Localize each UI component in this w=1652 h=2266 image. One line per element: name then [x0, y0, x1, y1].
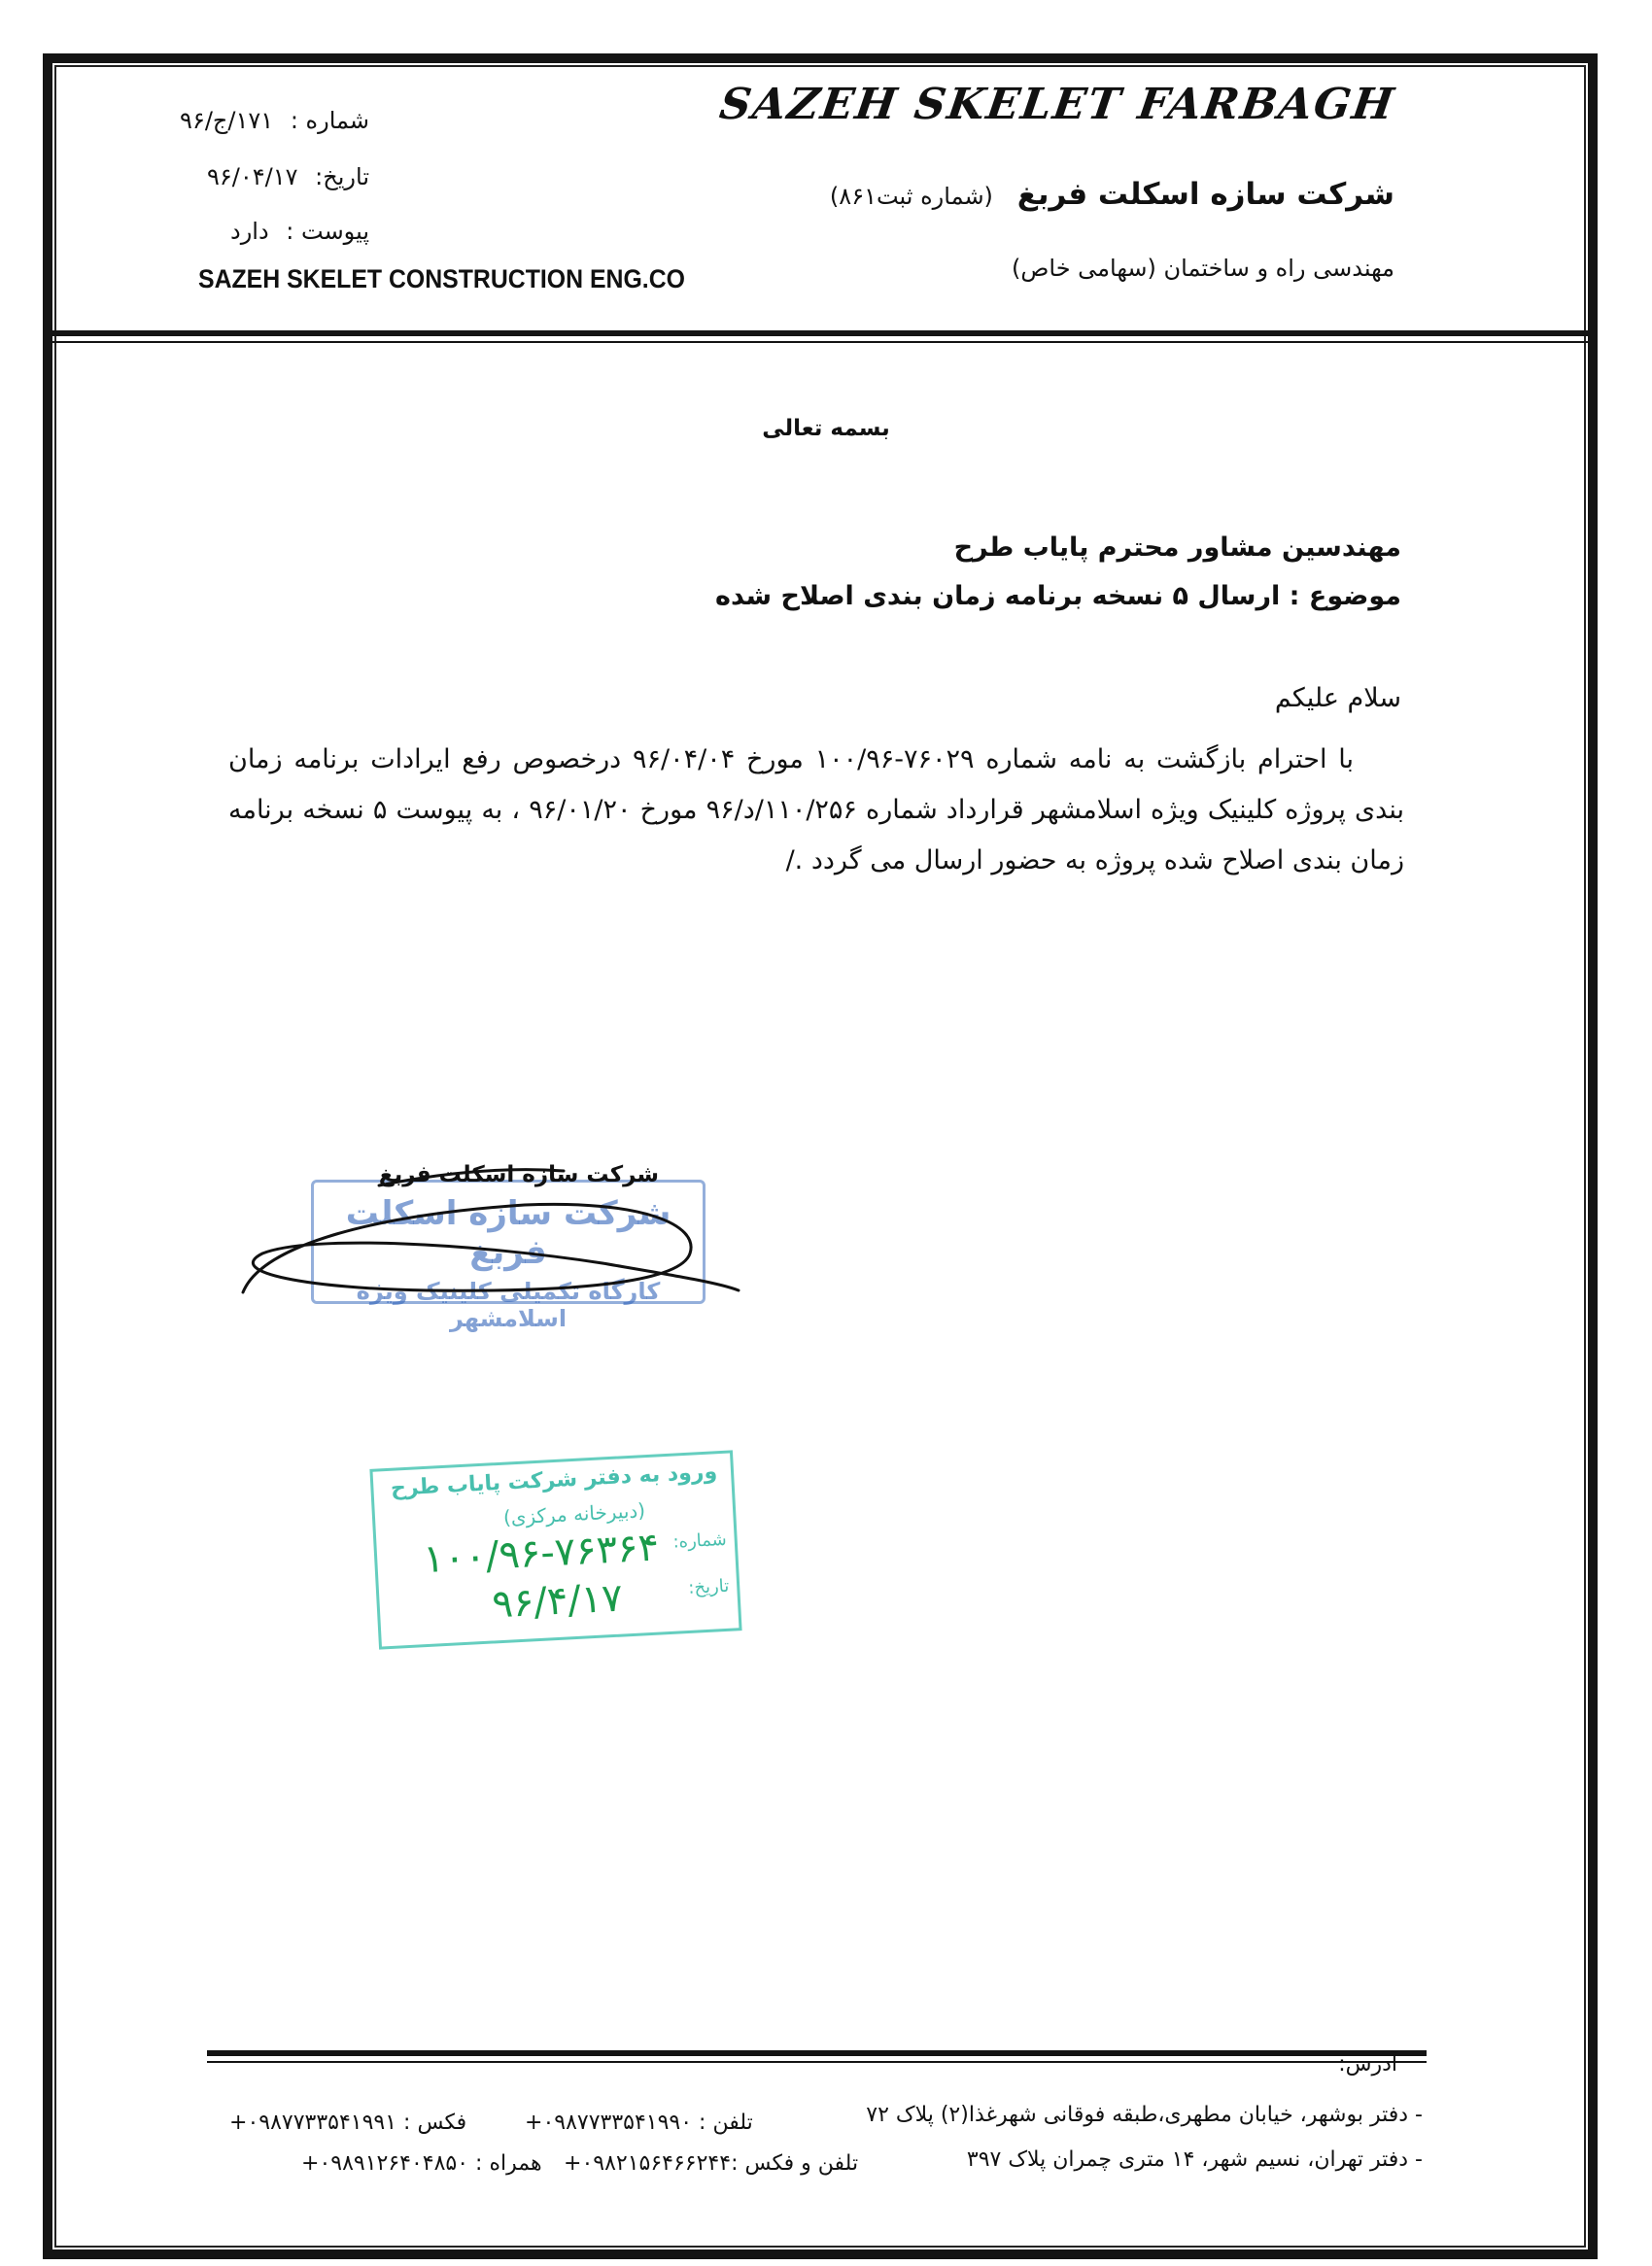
letter-body: [228, 735, 1404, 886]
company-stamp-line1: شرکت سازه اسکلت فربغ: [345, 1194, 671, 1272]
letter-attachment: [175, 218, 369, 245]
subject-line: موضوع : ارسال ۵ نسخه برنامه زمان بندی اصلاح شده: [715, 581, 1401, 611]
attachment-value: دارد: [230, 218, 269, 245]
receipt-number-value: ۱۰۰/۹۶-۷۶۳۶۴: [422, 1525, 661, 1583]
mobile-tehran: همراه : ۰۹۸۹۱۲۶۴۰۴۸۵۰+: [301, 2151, 542, 2176]
letter-number-value: ۱۷۱/ج/۹۶: [180, 107, 274, 134]
letter-number: [175, 107, 369, 134]
letter-number-label: شماره :: [290, 107, 369, 134]
company-name-persian: [830, 177, 1394, 212]
addressee: مهندسین مشاور محترم پایاب طرح: [953, 532, 1401, 563]
receipt-date-label: تاریخ:: [687, 1575, 730, 1598]
registration-number: (شماره ثبت۸۶۱): [829, 183, 993, 210]
header-divider-thin: [52, 341, 1588, 343]
signature-company-name: شرکت سازه اسکلت فربغ: [378, 1162, 659, 1187]
basmala-heading: بسمه تعالی: [762, 416, 890, 441]
phone-fax-tehran: تلفن و فکس :۰۹۸۲۱۵۶۴۶۶۲۴۴+: [564, 2151, 859, 2176]
company-tagline: مهندسی راه و ساختمان (سهامی خاص): [1012, 255, 1394, 282]
letter-date-label: تاریخ:: [315, 163, 369, 190]
receipt-stamp: [369, 1450, 741, 1649]
greeting: سلام علیکم: [1274, 683, 1401, 713]
receipt-number-label: شماره:: [672, 1528, 728, 1553]
fax-bushehr: فکس : ۰۹۸۷۷۳۳۵۴۱۹۹۱+: [229, 2111, 467, 2135]
attachment-label: پیوست :: [286, 218, 369, 245]
address-tehran: - دفتر تهران، نسیم شهر، ۱۴ متری چمران پلاک ۳۹۷: [966, 2147, 1423, 2172]
phone-bushehr: تلفن : ۰۹۸۷۷۳۳۵۴۱۹۹۰+: [525, 2111, 753, 2135]
receipt-date-value: ۹۶/۴/۱۷: [491, 1575, 624, 1628]
company-name-text: شرکت سازه اسکلت فربغ: [1016, 177, 1394, 212]
receipt-stamp-subtitle: (دبیرخانه مرکزی): [502, 1498, 646, 1529]
letter-date: [175, 163, 369, 190]
footer-divider-thin: [207, 2061, 1427, 2063]
letter-date-value: ۹۶/۰۴/۱۷: [207, 163, 298, 190]
handwritten-signature: [233, 1147, 758, 1341]
receipt-stamp-title: ورود به دفتر شرکت پایاب طرح: [390, 1459, 718, 1501]
letter-body-text: با احترام بازگشت به نامه شماره ۷۶۰۲۹-۱۰۰/۹۶ مورخ ۹۶/۰۴/۰۴ درخصوص رفع ایرادات برنامه زمان بندی پروژه کلینیک ویژه اسلامشهر قرارداد شماره ۱۱۰/۲۵۶/د/۹۶ مورخ ۹۶/۰۱/۲۰ ، به پیوست ۵ نسخه برنامه زمان بندی اصلاح شده پروژه به حضور ارسال می گردد ./: [228, 744, 1405, 876]
company-name-english: SAZEH SKELET CONSTRUCTION ENG.CO: [198, 264, 685, 293]
address-bushehr: - دفتر بوشهر، خیابان مطهری،طبقه فوقانی شهرغذا(۲) پلاک ۷۲: [866, 2103, 1423, 2127]
footer-divider-thick: [207, 2050, 1427, 2056]
company-stamp-line2: کارگاه تکمیلی کلینیک ویژه اسلامشهر: [356, 1278, 661, 1332]
signature-area: [233, 1147, 758, 1341]
header-divider-thick: [52, 330, 1588, 336]
brand-name-english: SAZEH SKELET FARBAGH: [716, 80, 1398, 129]
address-label: آدرس:: [1338, 2052, 1397, 2077]
